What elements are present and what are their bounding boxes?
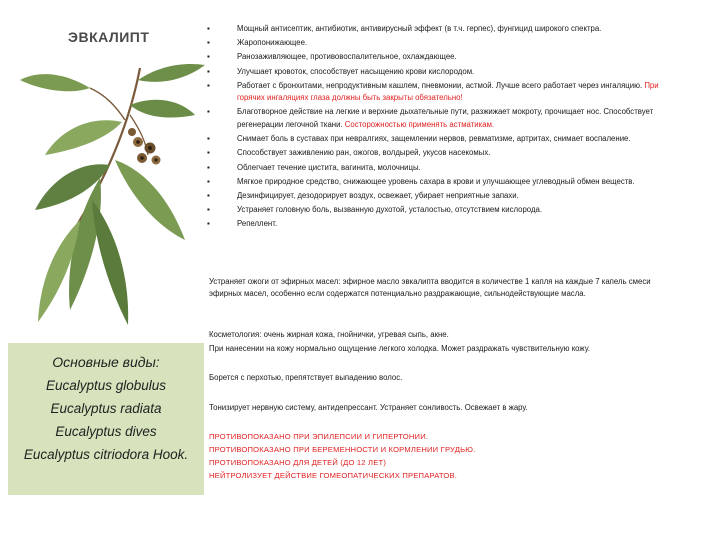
bullet-icon: ▪	[207, 66, 210, 76]
cosmetology-line: При нанесении на кожу нормально ощущение легкого холодка. Может раздражать чувствительную кожу.	[209, 343, 591, 353]
bullet-icon: ▪	[207, 24, 210, 33]
cosmetology-paragraph	[209, 329, 671, 354]
leaf	[45, 120, 122, 155]
list-item	[207, 147, 675, 160]
bullet-icon: ▪	[207, 148, 210, 158]
list-item	[207, 204, 675, 217]
bullet-icon: ▪	[207, 190, 210, 200]
property-text: Работает с бронхитами, непродуктивным кашлем, пневмонии, астмой. Лучше всего работает через ингаляцию.	[237, 80, 645, 90]
species-heading: Основные виды:	[52, 354, 160, 370]
list-item	[207, 37, 675, 50]
list-item	[207, 23, 675, 36]
bullet-icon: ▪	[207, 162, 210, 172]
property-text: Снимает боль в суставах при невралгиях, защемлении нервов, ревматизме, артритах, снимает воспаление.	[237, 134, 631, 144]
property-text: Облегчает течение цистита, вагинита, молочницы.	[237, 162, 421, 172]
list-item	[207, 162, 675, 175]
leaf	[92, 200, 128, 325]
contraindication-line: НЕЙТРОЛИЗУЕТ ДЕЙСТВИЕ ГОМЕОПАТИЧЕСКИХ ПРЕПАРАТОВ.	[209, 471, 458, 480]
property-warning: Состорожностью применять астматикам.	[344, 119, 495, 129]
burns-paragraph: Устраняет ожоги от эфирных масел: эфирное масло эвкалипта вводится в количестве 1 капля на каждые 7 капель смеси эфирных масел, особенно если содержатся потенциально раздражающие, сильнодействующие масла.	[209, 277, 651, 298]
property-text: Способствует заживлению ран, ожогов, волдырей, укусов насекомых.	[237, 148, 491, 158]
list-item	[207, 133, 675, 146]
leaf	[20, 74, 90, 91]
nervous-system-paragraph: Тонизирует нервную систему, антидепрессант. Устраняет сонливость. Освежает в жару.	[209, 403, 528, 412]
list-item	[207, 218, 675, 231]
bullet-icon: ▪	[207, 205, 210, 215]
property-text: Мощный антисептик, антибиотик, антивирусный эффект (в т.ч. герпес), фунгицид широкого спектра.	[237, 24, 602, 33]
property-text: Репеллент.	[237, 219, 278, 229]
property-text: Мягкое природное средство, снижающее уровень сахара в крови и улучшающее углеводный обмен веществ.	[237, 176, 635, 186]
list-item	[207, 51, 675, 64]
bullet-icon: ▪	[207, 80, 210, 90]
species-item: Eucalyptus globulus	[45, 378, 167, 393]
properties-list	[207, 23, 675, 232]
bullet-icon: ▪	[207, 176, 210, 186]
leaf	[115, 160, 185, 240]
property-warning: При горячих ингаляциях глаза должны быть закрыты обязательно!	[237, 80, 659, 103]
eucalyptus-branch-illustration	[20, 60, 205, 340]
leaf	[138, 64, 205, 82]
bullet-icon: ▪	[207, 52, 210, 62]
dandruff-paragraph: Борется с перхотью, препятствует выпадению волос.	[209, 373, 403, 382]
property-text: Благотворное действие на легкие и верхние дыхательные пути, разжижает мокроту, прочищает нос. Способствует регенерации легочной ткани.	[237, 107, 654, 129]
species-item: Eucalyptus radiata	[50, 401, 162, 416]
list-item	[207, 80, 675, 105]
list-item	[207, 66, 675, 79]
property-text: Улучшает кровоток, способствует насыщению крови кислородом.	[237, 66, 475, 76]
list-item	[207, 190, 675, 203]
leaf	[130, 100, 195, 118]
property-text: Устраняет головную боль, вызванную духотой, усталостью, отсутствием кислорода.	[237, 205, 542, 215]
branch-twig	[90, 88, 125, 120]
cosmetology-line: Косметология: очень жирная кожа, гнойнички, угревая сыпь, акне.	[209, 330, 449, 339]
contraindications-block	[209, 430, 671, 482]
page-title: ЭВКАЛИПТ	[68, 29, 150, 45]
contraindication-line: ПРОТИВОПОКАЗАНО ПРИ БЕРЕМЕННОСТИ И КОРМЛЕНИИ ГРУДЬЮ.	[209, 445, 476, 454]
contraindication-line: ПРОТИВОПОКАЗАНО ДЛЯ ДЕТЕЙ (ДО 12 ЛЕТ)	[209, 458, 387, 467]
bullet-icon: ▪	[207, 38, 210, 48]
species-item: Eucalyptus citriodora Hook.	[23, 447, 189, 462]
bullet-icon: ▪	[207, 219, 210, 229]
seed-capsules	[128, 128, 161, 165]
property-text: Дезинфицирует, дезодорирует воздух, освежает, убирает неприятные запахи.	[237, 190, 519, 200]
bullet-icon: ▪	[207, 107, 210, 117]
list-item	[207, 176, 675, 189]
species-box	[8, 343, 204, 495]
contraindication-line: ПРОТИВОПОКАЗАНО ПРИ ЭПИЛЕПСИИ И ГИПЕРТОНИИ.	[209, 432, 429, 441]
list-item	[207, 106, 675, 131]
bullet-icon: ▪	[207, 134, 210, 144]
property-text: Жаропонижающее.	[237, 38, 308, 48]
property-text: Ранозаживляющее, противовоспалительное, охлаждающее.	[237, 52, 457, 62]
species-item: Eucalyptus dives	[55, 424, 157, 439]
